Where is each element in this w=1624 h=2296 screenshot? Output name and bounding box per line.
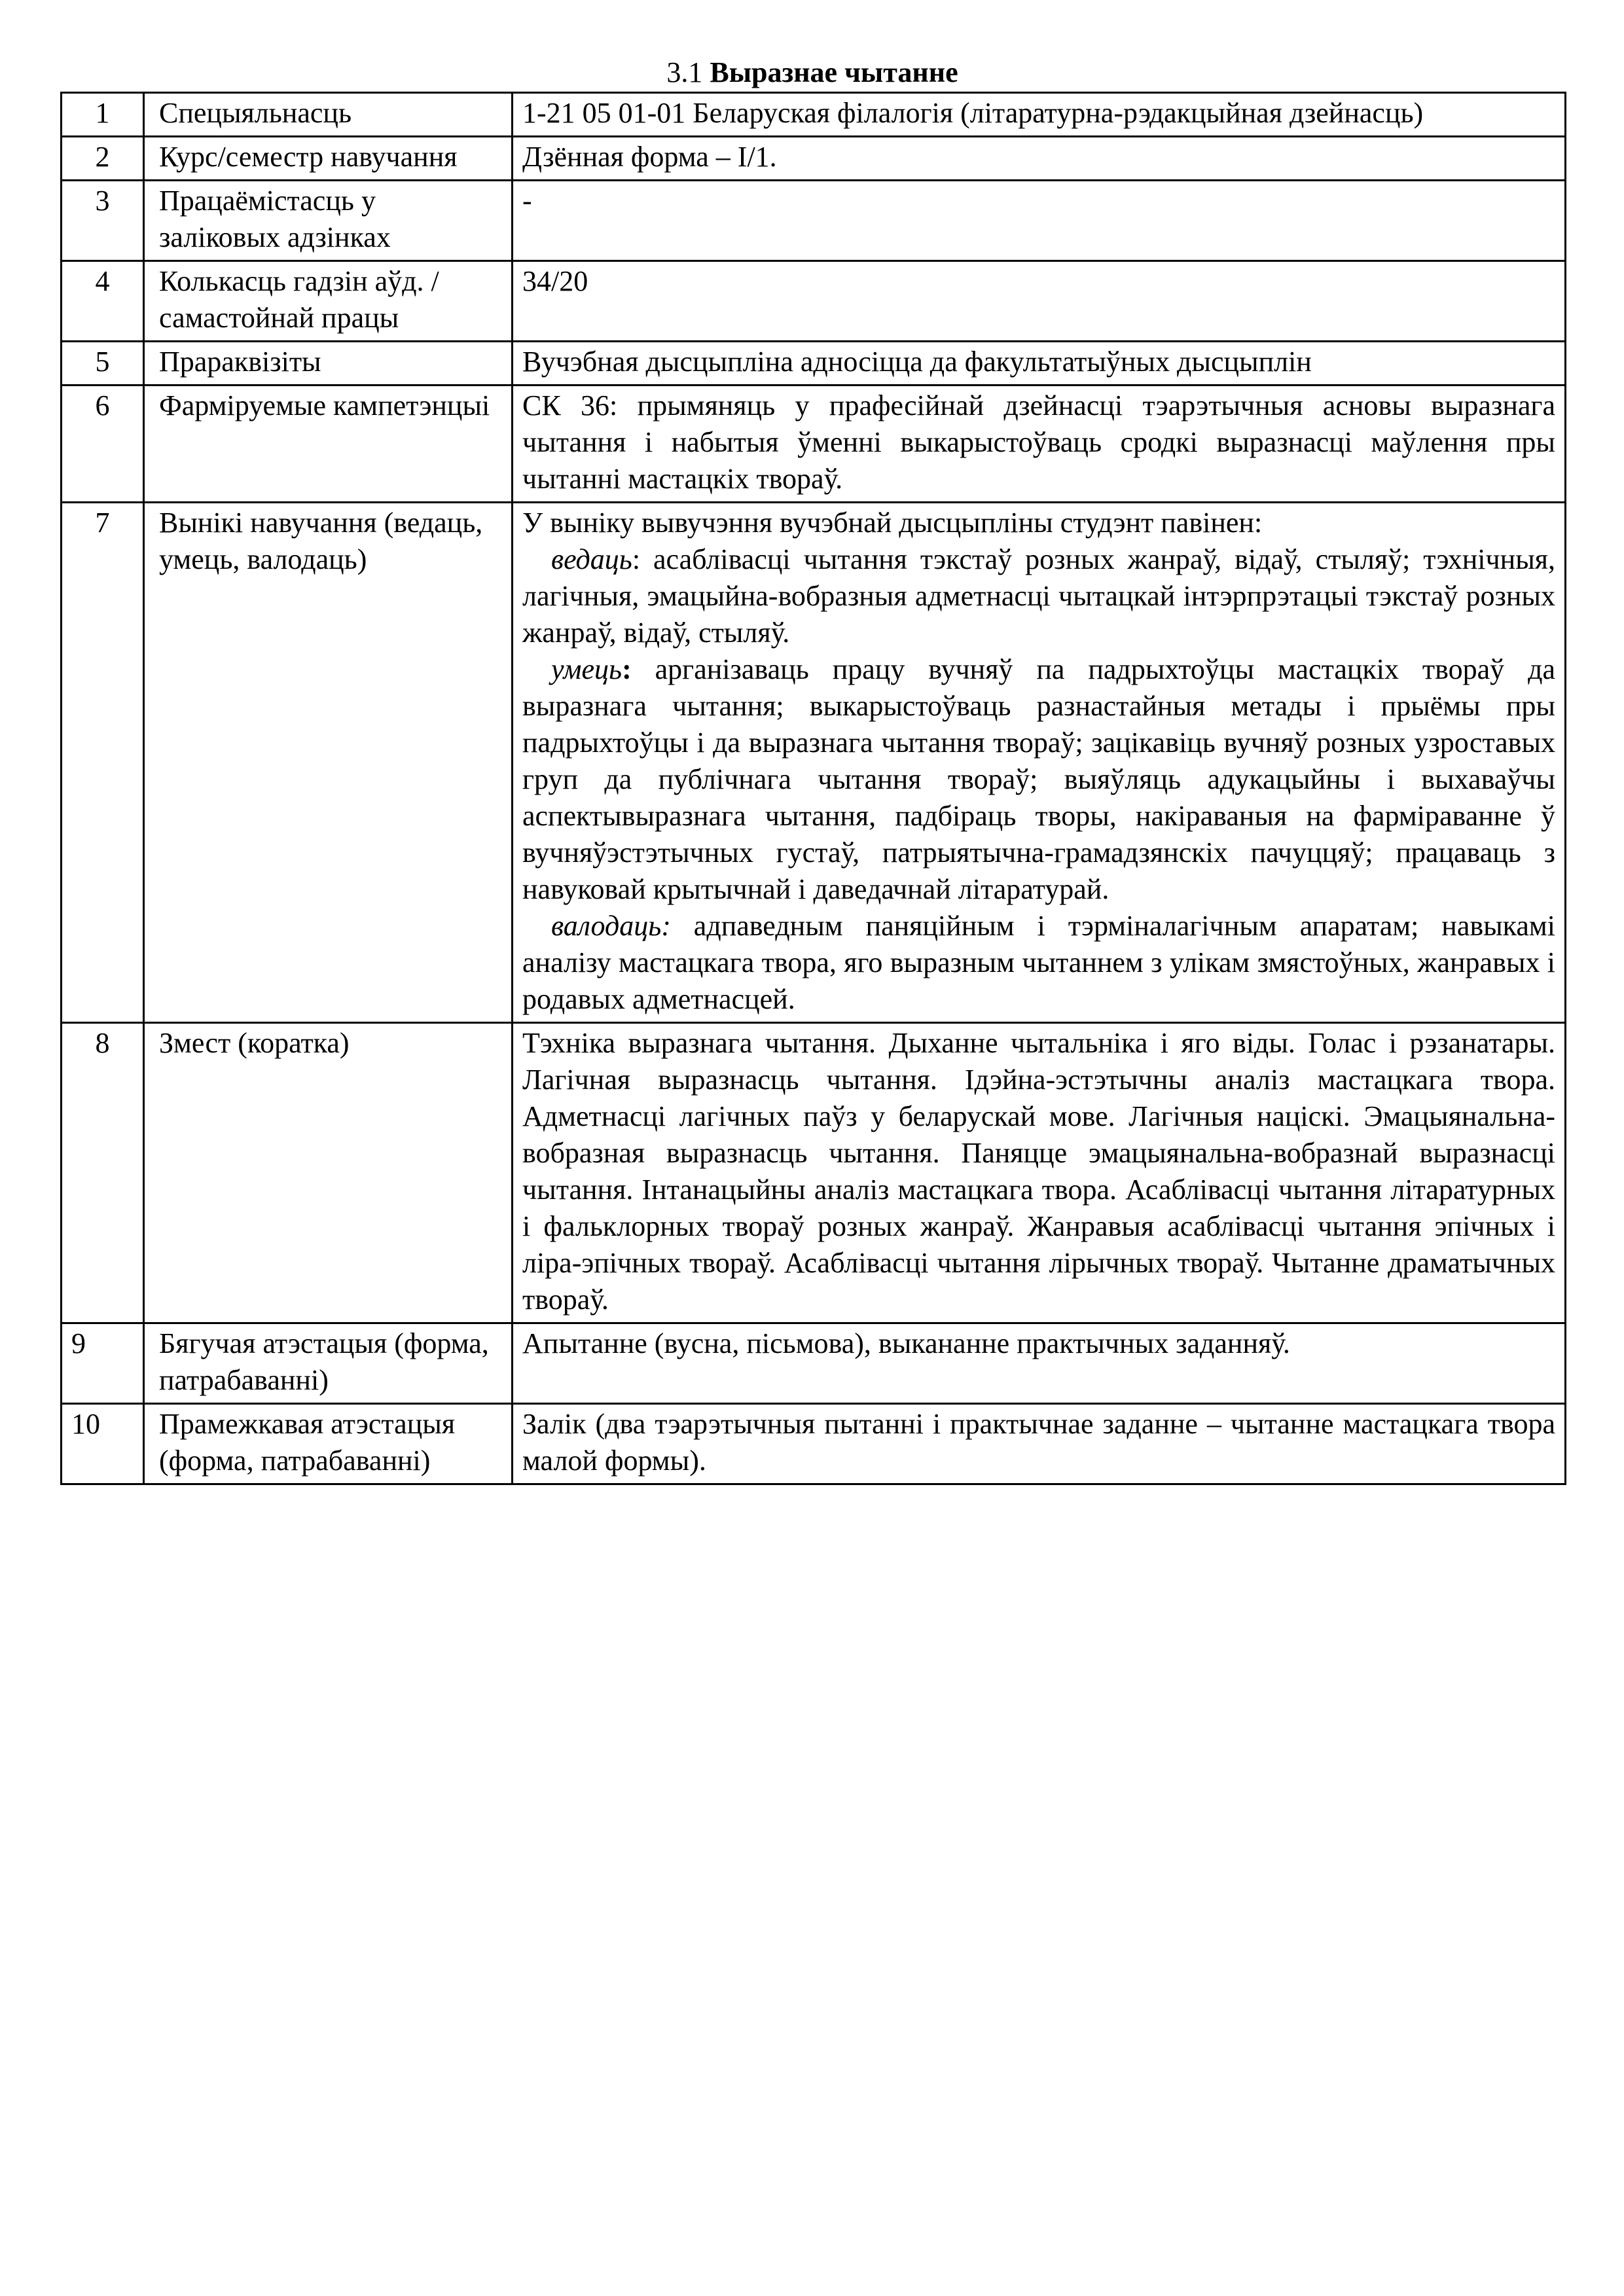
table-row <box>62 93 1566 137</box>
table-row <box>62 1404 1566 1484</box>
outcomes-own-term: валодаць: <box>551 910 671 942</box>
outcomes-can-text: арганізаваць працу вучняў па падрыхтоўцы мастацкіх твораў да выразнага чытання; выкарыстоўваць разнастайныя метады і прыёмы пры падрыхтоўцы і да выразнага чытання твораў; зацікавіць вучняў розных узроставых груп да публічнага чытання твораў; выяўляць адукацыйны і выхаваўчы аспектывыразнага чытання, падбіраць творы, накіраваныя на фарміраванне ў вучняўэстэтычных густаў, патрыятычна-грамадзянскіх пачуццяў; працаваць з навуковай крытычнай і даведачнай літаратурай. <box>522 653 1555 905</box>
row-number: 1 <box>62 93 144 137</box>
row-number: 2 <box>62 137 144 181</box>
section-number: 3.1 <box>666 56 703 88</box>
row-label: Бягучая атэстацыя (форма, патрабаванні) <box>144 1323 513 1404</box>
table-row <box>62 386 1566 503</box>
outcomes-can-colon: : <box>622 653 632 685</box>
table-row <box>62 1023 1566 1323</box>
discipline-table <box>60 92 1566 1485</box>
section-title <box>60 55 1564 90</box>
row-number: 10 <box>62 1404 144 1484</box>
row-number: 7 <box>62 503 144 1023</box>
outcomes-can <box>522 651 1555 908</box>
outcomes-know-term: ведаць <box>551 543 632 575</box>
row-value: Залік (два тэарэтычныя пытанні і практычнае заданне – чытанне мастацкага твора малой формы). <box>513 1404 1566 1484</box>
row-number: 4 <box>62 261 144 342</box>
outcomes-intro: У выніку вывучэння вучэбнай дысцыпліны студэнт павінен: <box>522 507 1263 539</box>
row-number: 8 <box>62 1023 144 1323</box>
table-row <box>62 181 1566 261</box>
row-value <box>513 503 1566 1023</box>
row-label: Курс/семестр навучання <box>144 137 513 181</box>
table-row <box>62 503 1566 1023</box>
row-value: Апытанне (вусна, пісьмова), выкананне практычных заданняў. <box>513 1323 1566 1404</box>
row-number: 3 <box>62 181 144 261</box>
table-row <box>62 137 1566 181</box>
row-label: Колькасць гадзін аўд. / самастойнай працы <box>144 261 513 342</box>
row-value: Тэхніка выразнага чытання. Дыханне чытальніка і яго віды. Голас і рэзанатары. Лагічная выразнасць чытання. Ідэйна-эстэтычны аналіз мастацкага твора. Адметнасці лагічных паўз у беларускай мове. Лагічныя націскі. Эмацыянальна-вобразная выразнасць чытання. Паняцце эмацыянальна-вобразнай выразнасці чытання. Інтанацыйны аналіз мастацкага твора. Асаблівасці чытання літаратурных і фальклорных твораў розных жанраў. Жанравыя асаблівасці чытання эпічных і ліра-эпічных твораў. Асаблівасці чытання лірычных твораў. Чытанне драматычных твораў. <box>513 1023 1566 1323</box>
row-value: 1-21 05 01-01 Беларуская філалогія (літаратурна-рэдакцыйная дзейнасць) <box>513 93 1566 137</box>
row-label: Працаёмістасць у заліковых адзінках <box>144 181 513 261</box>
row-value: 34/20 <box>513 261 1566 342</box>
outcomes-know <box>522 541 1555 651</box>
row-label: Прараквізіты <box>144 342 513 386</box>
row-number: 9 <box>62 1323 144 1404</box>
outcomes-know-text: : асаблівасці чытання тэкстаў розных жанраў, відаў, стыляў; тэхнічныя, лагічныя, эмацыйна-вобразныя адметнасці чытацкай інтэрпрэтацыі тэкстаў розных жанраў, відаў, стыляў. <box>522 543 1555 649</box>
table-row <box>62 261 1566 342</box>
outcomes-can-term: умець <box>551 653 623 685</box>
row-value: Дзённая форма – I/1. <box>513 137 1566 181</box>
outcomes-own-text: адпаведным паняційным і тэрміналагічным апаратам; навыкамі аналізу мастацкага твора, яго выразным чытаннем з улікам змястоўных, жанравых і родавых адметнасцей. <box>522 910 1555 1015</box>
row-label: Змест (коратка) <box>144 1023 513 1323</box>
row-label: Фарміруемые кампетэнцыі <box>144 386 513 503</box>
outcomes-own <box>522 908 1555 1018</box>
row-label: Вынікі навучання (ведаць, умець, валодаць) <box>144 503 513 1023</box>
table-row <box>62 342 1566 386</box>
row-value: СК 36: прымяняць у прафесійнай дзейнасці тэарэтычныя асновы выразнага чытання і набытыя ўменні выкарыстоўваць сродкі выразнасці маўлення пры чытанні мастацкіх твораў. <box>513 386 1566 503</box>
row-label: Прамежкавая атэстацыя (форма, патрабаванні) <box>144 1404 513 1484</box>
row-label: Спецыяльнасць <box>144 93 513 137</box>
row-number: 5 <box>62 342 144 386</box>
row-value: Вучэбная дысцыпліна адносіцца да факультатыўных дысцыплін <box>513 342 1566 386</box>
row-number: 6 <box>62 386 144 503</box>
table-row <box>62 1323 1566 1404</box>
section-heading: Выразнае чытанне <box>710 56 958 88</box>
row-value: - <box>513 181 1566 261</box>
